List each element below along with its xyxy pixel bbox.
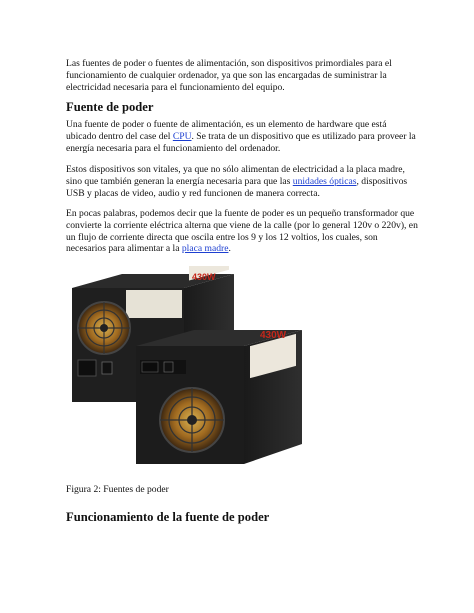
- p3-after: .: [228, 243, 231, 255]
- power-supply-photo: [64, 266, 314, 478]
- back-power-socket: [78, 360, 96, 376]
- back-switch: [102, 362, 112, 374]
- link-placa-madre[interactable]: placa madre: [181, 243, 229, 255]
- intro-paragraph: [66, 58, 418, 93]
- paragraph-2: [66, 164, 418, 199]
- paragraph-1: [66, 119, 418, 154]
- p3-before: En pocas palabras, podemos decir que la fuente de poder es un pequeño transformador que convierte la corriente eléctrica alterna que viene de la calle (por lo general 120v o 220v), en un flujo de corriente directa que oscila entre los 9 y los 12 voltios, los cuales, son necesarios para alimentar a la: [66, 208, 418, 255]
- psu-front: [136, 330, 302, 464]
- p1-after: . Se trata de un dispositivo que es utilizado para proveer la energía necesaria para el funcionamiento del ordenador.: [66, 130, 416, 154]
- heading-fuente-de-poder: Fuente de poder: [66, 100, 154, 114]
- p2-after: , dispositivos USB y placas de video, audio y red funcionen de manera correcta.: [66, 175, 408, 199]
- figure-caption: Figura 2: Fuentes de poder: [66, 484, 169, 495]
- back-wattage-text: 430W: [192, 272, 216, 282]
- heading-funcionamiento: Funcionamiento de la fuente de poder: [66, 510, 270, 524]
- link-unidades-opticas[interactable]: unidades ópticas: [292, 175, 357, 187]
- p2-before: Estos dispositivos son vitales, ya que no sólo alimentan de electricidad a la placa madre, sino que también generan la energía necesaria para que las: [66, 164, 405, 187]
- back-label-sticker: [126, 290, 182, 318]
- p1-before: Una fuente de poder o fuente de alimentación, es un elemento de hardware que está ubicado dentro del case del: [66, 119, 387, 142]
- link-cpu[interactable]: CPU: [172, 130, 192, 142]
- paragraph-3: [66, 208, 418, 255]
- intro-text: Las fuentes de poder o fuentes de alimentación, son dispositivos primordiales para el funcionamiento de cualquier ordenador, ya que son las encargadas de suministrar la electricidad necesaria para el funcionamiento del equipo.: [66, 58, 392, 93]
- front-wattage-text: 430W: [260, 330, 287, 341]
